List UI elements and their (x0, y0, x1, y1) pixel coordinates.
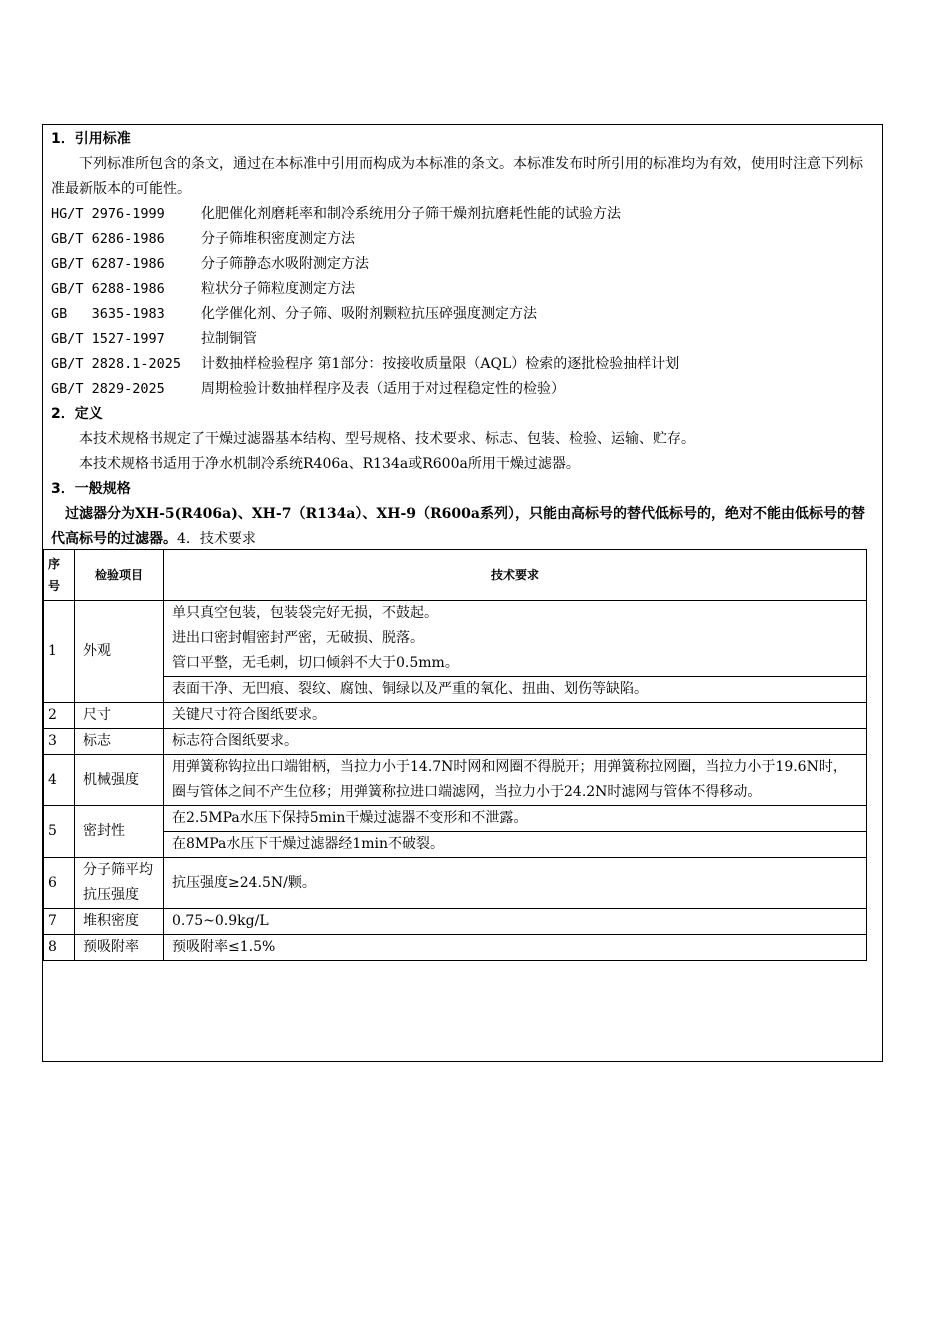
reference-code: GB/T 6288-1986 (51, 281, 165, 297)
row-requirement: 关键尺寸符合图纸要求。 (164, 703, 867, 729)
reference-code: GB/T 2829-2025 (51, 381, 165, 397)
document-frame (42, 124, 883, 1062)
row-requirement: 在8MPa水压下干燥过滤器经1min不破裂。 (164, 832, 867, 858)
row-item: 外观 (75, 601, 164, 703)
section-2-heading: 2．定义 (51, 406, 103, 422)
reference-title: 计数抽样检验程序 第1部分：按接收质量限（AQL）检索的逐批检验抽样计划 (201, 356, 680, 372)
row-item: 尺寸 (75, 703, 164, 729)
row-requirement: 表面干净、无凹痕、裂纹、腐蚀、铜绿以及严重的氧化、扭曲、划伤等缺陷。 (164, 677, 867, 703)
row-item: 预吸附率 (75, 935, 164, 961)
requirement-line: 单只真空包装，包装袋完好无损，不鼓起。 (172, 605, 438, 621)
table-header-row (44, 550, 867, 601)
reference-code: GB/T 6286-1986 (51, 231, 165, 247)
row-item: 机械强度 (75, 755, 164, 806)
requirement-line: 管口平整，无毛刺，切口倾斜不大于0.5mm。 (172, 655, 459, 671)
reference-title: 周期检验计数抽样程序及表（适用于对过程稳定性的检验） (201, 381, 565, 397)
section-2-paragraph-2: 本技术规格书适用于净水机制冷系统R406a、R134a或R600a所用干燥过滤器。 (79, 456, 580, 472)
table-row (44, 601, 867, 677)
row-no: 3 (44, 729, 75, 755)
row-requirement: 抗压强度≥24.5N/颗。 (164, 858, 867, 909)
reference-code: HG/T 2976-1999 (51, 206, 165, 222)
reference-row (51, 252, 873, 277)
section-2-paragraph-1: 本技术规格书规定了干燥过滤器基本结构、型号规格、技术要求、标志、包装、检验、运输、贮存。 (79, 431, 695, 447)
reference-row (51, 327, 873, 352)
reference-row (51, 277, 873, 302)
row-no: 5 (44, 806, 75, 858)
row-requirement: 标志符合图纸要求。 (164, 729, 867, 755)
reference-row (51, 227, 873, 252)
reference-row (51, 302, 873, 327)
reference-row (51, 377, 873, 402)
reference-title: 粒状分子筛粒度测定方法 (201, 281, 355, 297)
reference-title: 化肥催化剂磨耗率和制冷系统用分子筛干燥剂抗磨耗性能的试验方法 (201, 206, 621, 222)
document-content (51, 127, 873, 552)
row-item: 分子筛平均抗压强度 (75, 858, 164, 909)
table-row (44, 677, 867, 703)
row-requirement: 在2.5MPa水压下保持5min干燥过滤器不变形和不泄露。 (164, 806, 867, 832)
reference-code: GB 3635-1983 (51, 306, 165, 322)
row-no: 8 (44, 935, 75, 961)
technical-requirements-table (43, 549, 867, 961)
reference-code: GB/T 2828.1-2025 (51, 356, 182, 372)
section-3-heading: 3．一般规格 (51, 481, 131, 497)
table-row (44, 858, 867, 909)
section-3-bold-text: 过滤器分为XH-5(R406a)、XH-7（R134a）、XH-9（R600a系列），只能由高标号的替代低标号的，绝对不能由低标号的替代高标号的过滤器。 (51, 506, 865, 547)
reference-title: 拉制铜管 (201, 331, 257, 347)
row-item: 密封性 (75, 806, 164, 858)
reference-code: GB/T 6287-1986 (51, 256, 165, 272)
row-no: 7 (44, 909, 75, 935)
table-row (44, 909, 867, 935)
table-row (44, 729, 867, 755)
row-no: 4 (44, 755, 75, 806)
reference-title: 分子筛静态水吸附测定方法 (201, 256, 369, 272)
table-row (44, 755, 867, 806)
row-no: 2 (44, 703, 75, 729)
row-item: 标志 (75, 729, 164, 755)
row-no: 6 (44, 858, 75, 909)
reference-title: 分子筛堆积密度测定方法 (201, 231, 355, 247)
reference-code: GB/T 1527-1997 (51, 331, 165, 347)
section-4-heading-inline: 4．技术要求 (177, 531, 256, 547)
header-requirement: 技术要求 (164, 550, 867, 601)
row-requirement (164, 601, 867, 677)
row-requirement: 0.75~0.9kg/L (164, 909, 867, 935)
header-item: 检验项目 (75, 550, 164, 601)
reference-title: 化学催化剂、分子筛、吸附剂颗粒抗压碎强度测定方法 (201, 306, 537, 322)
table-row (44, 703, 867, 729)
table-row (44, 832, 867, 858)
reference-row (51, 352, 873, 377)
reference-row (51, 202, 873, 227)
requirement-line: 进出口密封帽密封严密，无破损、脱落。 (172, 630, 424, 646)
section-1-heading: 1．引用标准 (51, 131, 131, 147)
section-3-paragraph (51, 502, 873, 552)
table-row (44, 935, 867, 961)
table-row (44, 806, 867, 832)
row-no: 1 (44, 601, 75, 703)
row-requirement: 用弹簧称钩拉出口端钳柄，当拉力小于14.7N时网和网圈不得脱开；用弹簧称拉网圈，当拉力小于19.6N时，圈与管体之间不产生位移；用弹簧称拉进口端滤网，当拉力小于24.2N时滤网与管体不得移动。 (164, 755, 867, 806)
row-item: 堆积密度 (75, 909, 164, 935)
header-no: 序号 (44, 550, 75, 601)
section-1-intro: 下列标准所包含的条文，通过在本标准中引用而构成为本标准的条文。本标准发布时所引用的标准均为有效，使用时注意下列标准最新版本的可能性。 (51, 156, 863, 197)
row-requirement: 预吸附率≤1.5% (164, 935, 867, 961)
